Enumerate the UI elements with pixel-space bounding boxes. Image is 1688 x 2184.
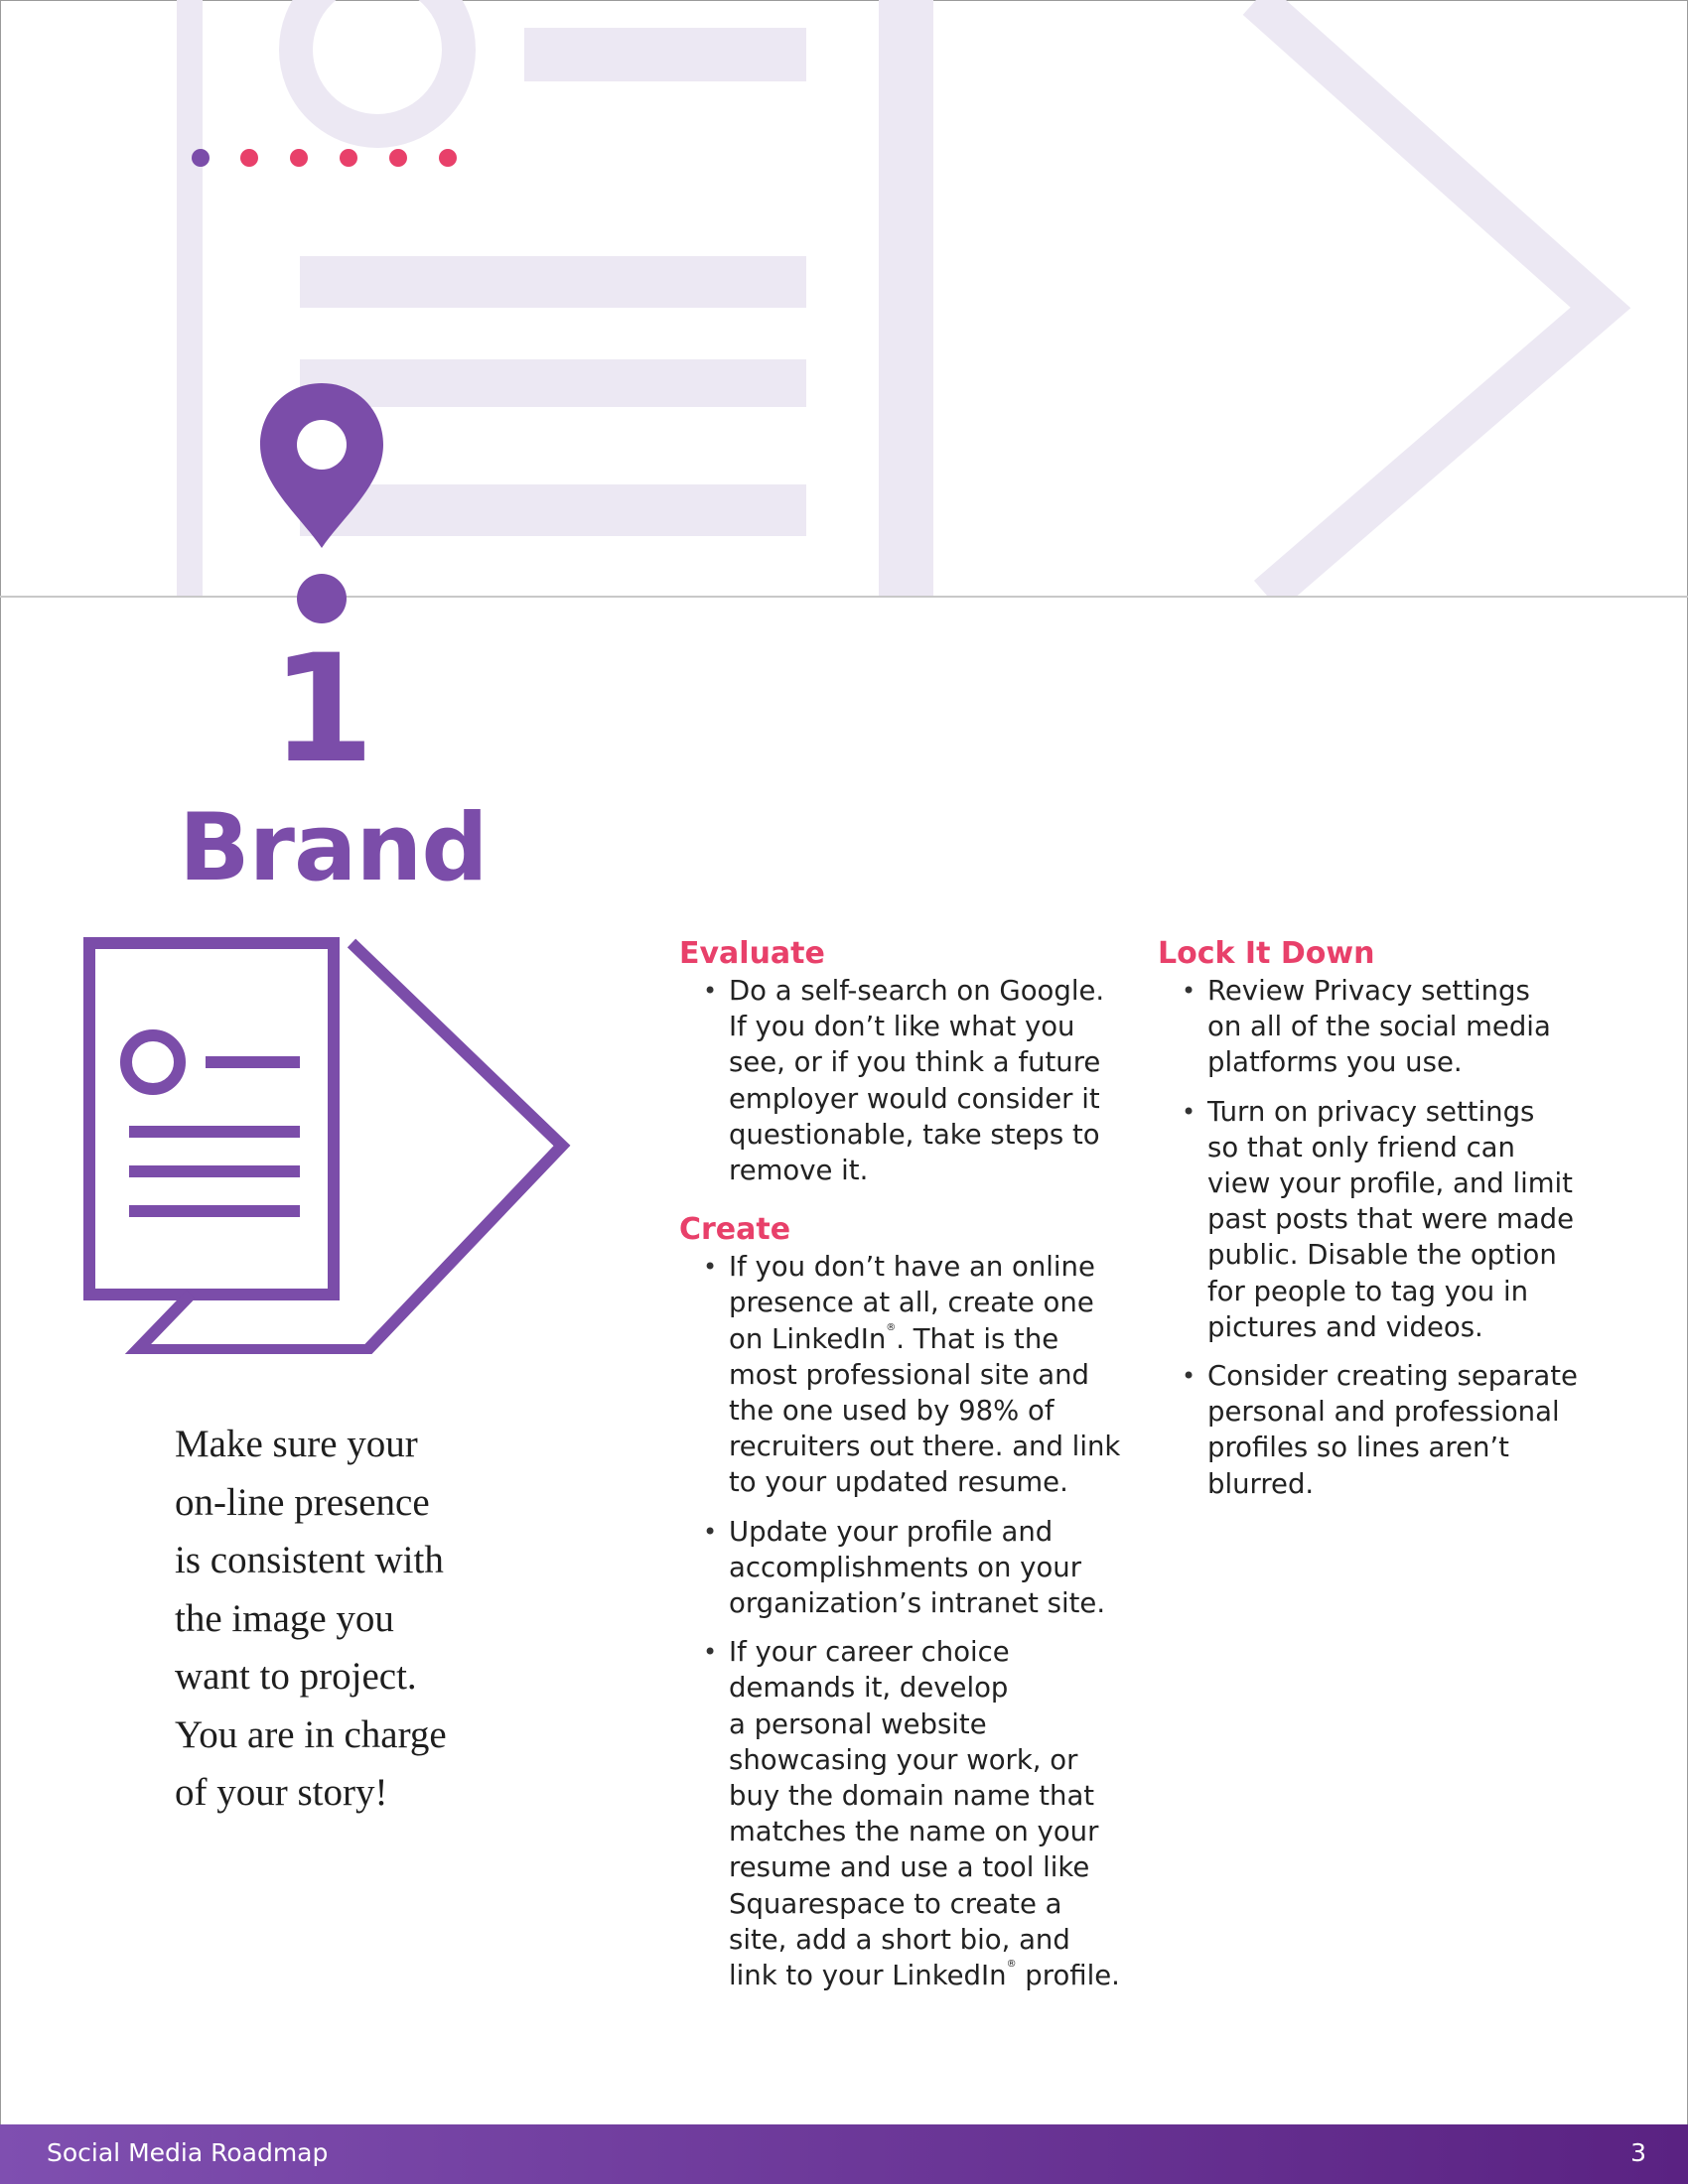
bullet-line: matches the name on your [729, 1816, 1099, 1848]
lock-it-down-bullet [1207, 973, 1575, 1081]
bullet-line: blurred. [1207, 1467, 1315, 1500]
bullet-line: to your updated resume. [729, 1466, 1068, 1499]
lock-it-down-list [1158, 973, 1578, 1502]
bullet-line: • If your career choice [729, 1636, 1010, 1669]
bullet-line: • If you don’t have an online [729, 1251, 1095, 1284]
bullet-line: the one used by 98% of [729, 1395, 1055, 1428]
evaluate-heading: Evaluate [679, 936, 825, 971]
lock-it-down-bullet [1207, 1094, 1575, 1345]
quote-line: of your story! [175, 1771, 388, 1814]
footer-title: Social Media Roadmap [47, 2138, 329, 2167]
bullet-line: platforms you use. [1207, 1046, 1463, 1079]
bullet-line: • Consider creating separate [1207, 1360, 1578, 1393]
bullet-line: presence at all, create one [729, 1287, 1094, 1319]
section-divider [0, 596, 1688, 598]
bullet-line: pictures and videos. [1207, 1310, 1483, 1343]
bullet-line: profiles so lines aren’t [1207, 1432, 1509, 1464]
bullet-line: a personal website [729, 1707, 987, 1740]
bullet-line: past posts that were made [1207, 1203, 1574, 1236]
section-number: 1 [270, 623, 375, 796]
bullet-line: personal and professional [1207, 1396, 1560, 1429]
section-title: Brand [179, 794, 488, 902]
bullet-line: • Turn on privacy settings [1207, 1095, 1535, 1128]
create-list [679, 1249, 1121, 1993]
progress-dot [439, 149, 457, 167]
bullet-line: accomplishments on your [729, 1551, 1082, 1583]
bullet-line: view your profile, and limit [1207, 1167, 1573, 1200]
progress-dot [240, 149, 258, 167]
bullet-line: on LinkedIn®. That is the [729, 1321, 1059, 1355]
bullet-line: site, add a short bio, and [729, 1923, 1070, 1956]
bullet-line: recruiters out there. and link [729, 1431, 1121, 1463]
lock-it-down-heading: Lock It Down [1158, 936, 1375, 971]
bullet-line: buy the domain name that [729, 1780, 1095, 1813]
bullet-line: on all of the social media [1207, 1011, 1551, 1043]
quote-line: You are in charge [175, 1712, 447, 1756]
page-number: 3 [1630, 2138, 1646, 2167]
bullet-line: public. Disable the option [1207, 1239, 1557, 1272]
bullet-line: Squarespace to create a [729, 1887, 1062, 1920]
bullet-line: • Do a self-search on Google. [729, 975, 1105, 1007]
map-pin-icon [256, 381, 387, 550]
progress-dot [290, 149, 308, 167]
create-bullet [729, 1249, 1121, 1500]
bullet-line: demands it, develop [729, 1672, 1009, 1705]
right-column [1158, 935, 1578, 1515]
bullet-line: If you don’t like what you [729, 1011, 1075, 1043]
progress-dot [340, 149, 357, 167]
bullet-line: so that only friend can [1207, 1131, 1515, 1163]
intro-quote [175, 1416, 512, 1823]
create-bullet [729, 1634, 1120, 1993]
bullet-line: resume and use a tool like [729, 1851, 1090, 1884]
quote-line: the image you [175, 1596, 394, 1640]
pin-dot [297, 574, 347, 623]
document-arrow-icon [83, 937, 580, 1354]
bullet-line: link to your LinkedIn® profile. [729, 1959, 1120, 1992]
bullet-line: for people to tag you in [1207, 1275, 1529, 1307]
bullet-line: organization’s intranet site. [729, 1587, 1106, 1620]
evaluate-list [679, 973, 1105, 1188]
bullet-line: showcasing your work, or [729, 1743, 1078, 1776]
quote-line: on-line presence [175, 1480, 430, 1524]
page-footer [0, 2124, 1688, 2184]
create-heading: Create [679, 1212, 791, 1248]
bullet-line: • Update your profile and [729, 1515, 1054, 1548]
bullet-line: • Review Privacy settings [1207, 975, 1530, 1007]
bullet-line: see, or if you think a future [729, 1046, 1101, 1079]
evaluate-bullet [729, 973, 1105, 1188]
create-bullet [729, 1514, 1106, 1622]
lock-it-down-bullet [1207, 1358, 1578, 1502]
bullet-line: remove it. [729, 1155, 869, 1187]
quote-line: want to project. [175, 1655, 417, 1698]
bullet-line: employer would consider it [729, 1082, 1100, 1115]
quote-line: Make sure your [175, 1423, 418, 1465]
progress-dot-active [192, 149, 210, 167]
quote-line: is consistent with [175, 1539, 444, 1581]
background-watermark-art [0, 0, 1688, 596]
middle-column [679, 935, 1121, 2006]
bullet-line: most professional site and [729, 1358, 1089, 1391]
bullet-line: questionable, take steps to [729, 1118, 1100, 1151]
progress-dot [389, 149, 407, 167]
